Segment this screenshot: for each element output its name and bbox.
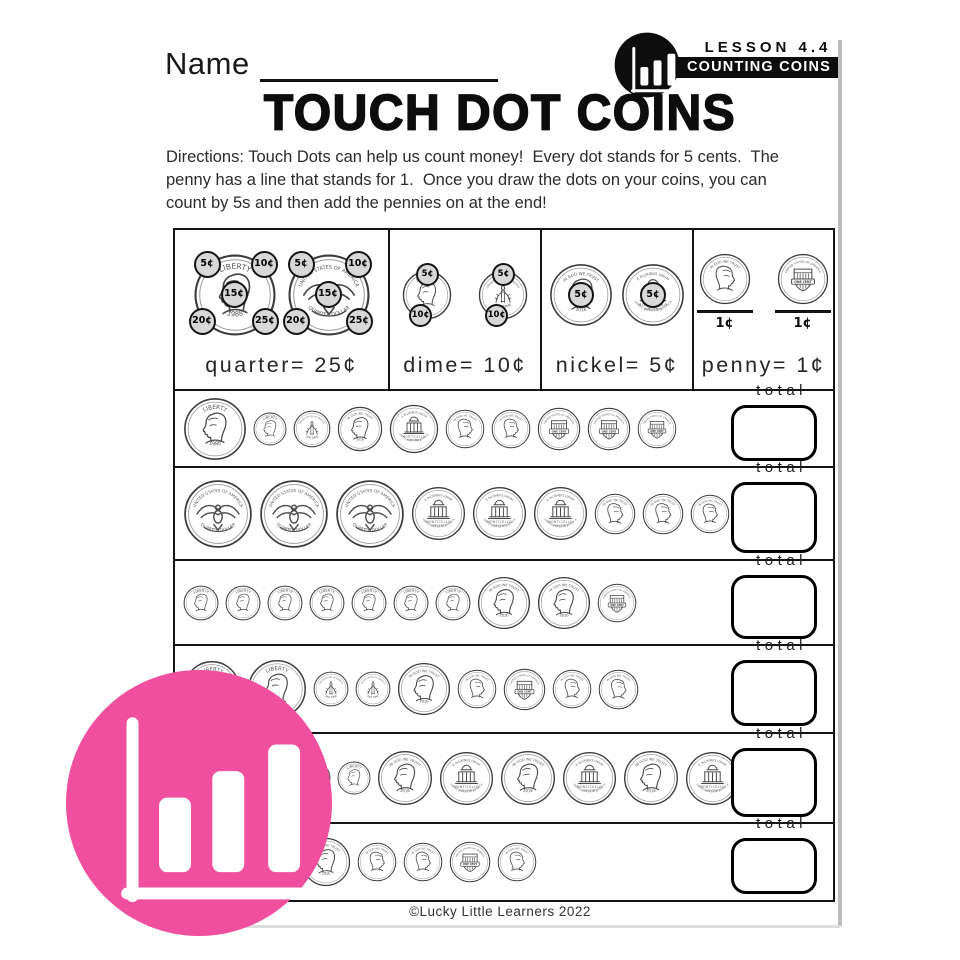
page-title: TOUCH DOT COINS <box>263 85 737 142</box>
nickel-back-coin <box>562 751 617 806</box>
penny-back-coin <box>449 841 491 883</box>
penny-underline <box>697 310 753 313</box>
reference-dime-back <box>478 270 528 320</box>
dime-front-coin <box>253 412 287 446</box>
total-answer-box[interactable] <box>731 838 817 894</box>
reference-cell-dime <box>390 230 542 389</box>
nickel-back-coin <box>389 404 439 454</box>
reference-penny-front <box>697 253 753 331</box>
penny-underline <box>775 310 831 313</box>
coin-row-2 <box>173 459 835 561</box>
dime-back-coin <box>355 671 391 707</box>
directions-text <box>166 146 858 214</box>
page-edge-right <box>838 40 842 926</box>
touch-dot: 15¢ <box>221 281 248 308</box>
touch-dot: 5¢ <box>194 251 221 278</box>
total-label: total <box>756 459 807 476</box>
touch-dot: 5¢ <box>288 251 315 278</box>
penny-front-coin <box>403 842 443 882</box>
nickel-front-coin <box>377 750 433 806</box>
dime-back-coin <box>478 270 528 320</box>
coin-row-3 <box>173 551 835 647</box>
touch-dot: 5¢ <box>492 263 515 286</box>
total-label: total <box>756 637 807 654</box>
touch-dot: 5¢ <box>640 282 666 308</box>
penny-front-coin <box>445 409 485 449</box>
penny-front-coin <box>699 253 751 305</box>
dime-front-coin <box>351 585 387 621</box>
penny-value-label: penny= 1¢ <box>701 353 826 377</box>
quarter-back-coin <box>259 479 329 549</box>
reference-nickel-back <box>621 263 685 327</box>
quarter-value-label: quarter= 25¢ <box>205 353 358 377</box>
penny-front-coin <box>690 494 730 534</box>
touch-dot: 10¢ <box>485 304 508 327</box>
total-answer-box[interactable] <box>731 660 817 726</box>
touch-dot: 10¢ <box>345 251 372 278</box>
reference-cell-nickel <box>542 230 694 389</box>
total-answer-box[interactable] <box>731 575 817 639</box>
name-label: Name <box>165 46 250 81</box>
penny-back-coin <box>597 583 637 623</box>
reference-cell-quarter <box>175 230 390 389</box>
touch-dot: 25¢ <box>346 308 373 335</box>
penny-front-coin <box>497 842 537 882</box>
reference-quarter-back <box>287 253 371 337</box>
nickel-back-coin <box>621 263 685 327</box>
nickel-front-coin <box>397 662 451 716</box>
penny-front-coin <box>594 493 636 535</box>
nickel-front-coin <box>500 750 556 806</box>
penny-back-coin <box>537 407 581 451</box>
total-label: total <box>756 551 807 569</box>
total-answer-box[interactable] <box>731 748 817 817</box>
penny-back-coin <box>587 407 631 451</box>
bar-chart-icon <box>66 670 332 936</box>
dime-front-coin <box>183 585 219 621</box>
touch-dot: 25¢ <box>252 308 279 335</box>
dime-front-coin <box>225 585 261 621</box>
dime-front-coin <box>393 585 429 621</box>
total-answer-box[interactable] <box>731 482 817 553</box>
penny-back-coin <box>637 409 677 449</box>
quarter-front-coin <box>183 397 247 461</box>
touch-dot: 10¢ <box>409 304 432 327</box>
reference-quarter-front <box>193 253 277 337</box>
penny-front-coin <box>642 493 684 535</box>
dime-front-coin <box>435 585 471 621</box>
dime-front-coin <box>337 761 371 795</box>
reference-cell-penny <box>694 230 833 389</box>
directions-line: penny has a line that stands for 1. Once you draw the dots on your coins, you can <box>166 170 767 189</box>
nickel-front-coin <box>337 406 383 452</box>
quarter-back-coin <box>287 253 371 337</box>
total-label: total <box>756 724 807 742</box>
penny-front-coin <box>357 842 397 882</box>
penny-front-coin <box>552 669 592 709</box>
badge-subtitle-text: COUNTING COINS <box>656 57 840 78</box>
dime-front-coin <box>402 270 452 320</box>
penny-back-coin <box>777 253 829 305</box>
touch-dot: 5¢ <box>568 282 594 308</box>
dime-front-coin <box>309 585 345 621</box>
penny-cent-label: 1¢ <box>715 315 734 331</box>
dime-back-coin <box>293 410 331 448</box>
reference-dime-front <box>402 270 452 320</box>
name-row <box>165 46 498 82</box>
nickel-front-coin <box>537 576 591 630</box>
touch-dot: 20¢ <box>283 308 310 335</box>
dime-front-coin <box>267 585 303 621</box>
nickel-back-coin <box>472 486 527 541</box>
nickel-front-coin <box>549 263 613 327</box>
penny-cent-label: 1¢ <box>793 315 812 331</box>
total-label: total <box>756 815 807 832</box>
nickel-front-coin <box>623 750 679 806</box>
touch-dot: 15¢ <box>315 281 342 308</box>
lucky-little-learners-logo <box>66 670 332 936</box>
directions-line: Directions: Touch Dots can help us count money! Every dot stands for 5 cents. The <box>166 148 779 166</box>
dime-value-label: dime= 10¢ <box>403 353 527 377</box>
nickel-value-label: nickel= 5¢ <box>555 353 679 377</box>
coin-row-1 <box>173 381 835 469</box>
penny-back-coin <box>503 668 546 711</box>
nickel-front-coin <box>477 576 531 630</box>
touch-dot: 10¢ <box>251 251 278 278</box>
total-label: total <box>756 381 807 399</box>
nickel-back-coin <box>411 486 466 541</box>
reference-nickel-front <box>549 263 613 327</box>
reference-penny-back <box>775 253 831 331</box>
penny-front-coin <box>491 409 531 449</box>
touch-dot: 5¢ <box>416 263 439 286</box>
quarter-back-coin <box>183 479 253 549</box>
quarter-front-coin <box>193 253 277 337</box>
quarter-back-coin <box>335 479 405 549</box>
name-input-line[interactable] <box>260 52 498 82</box>
penny-front-coin <box>598 669 639 710</box>
touch-dot: 20¢ <box>189 308 216 335</box>
coin-reference-table <box>173 228 835 391</box>
penny-front-coin <box>457 669 497 709</box>
total-answer-box[interactable] <box>731 405 817 461</box>
copyright-text: ©Lucky Little Learners 2022 <box>409 904 591 919</box>
nickel-back-coin <box>533 486 588 541</box>
nickel-back-coin <box>439 751 494 806</box>
directions-line: count by 5s and then add the pennies on at the end! <box>166 193 547 212</box>
badge-lesson-text: LESSON 4.4 <box>704 39 832 56</box>
